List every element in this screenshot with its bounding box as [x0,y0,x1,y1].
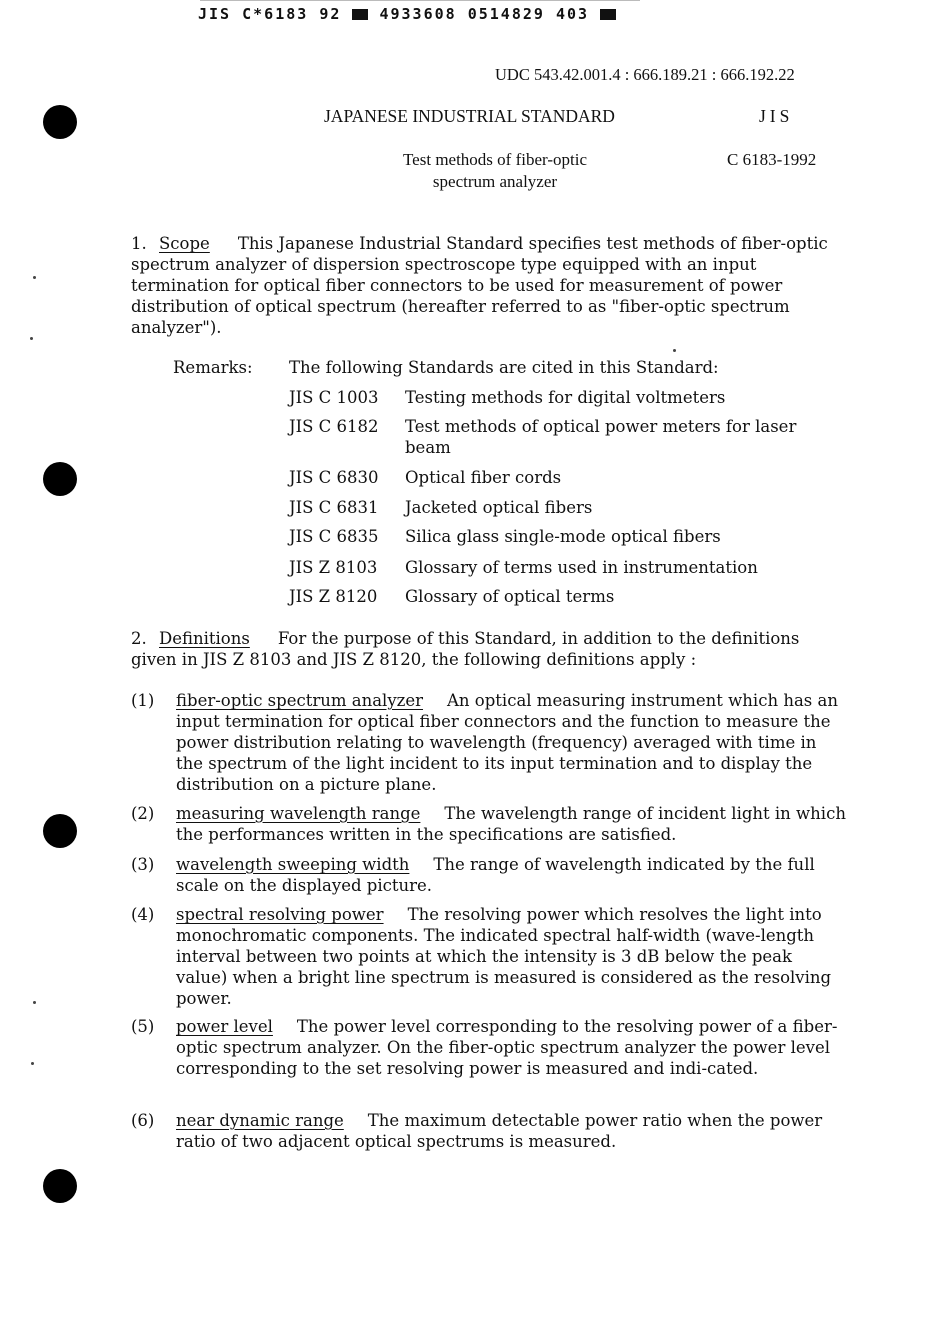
definition-item [131,1016,846,1079]
scope-text: This Japanese Industrial Standard specifies test methods of fiber-optic spectrum analyzer of dispersion spectroscope type equipped with an input termination for optical fiber connectors to be used for measurement of power distribution of optical spectrum (hereafter referred to as "fiber-optic spectrum analyzer"). [131,234,828,337]
scan-speck [33,1001,36,1004]
scan-top-rule [200,0,640,1]
scan-speck [31,1062,34,1065]
cited-standard-title: Testing methods for digital voltmeters [405,388,726,407]
punch-hole [43,105,77,139]
cited-standard-code: JIS C 6182 [289,417,379,436]
definition-item [131,854,846,896]
definition-text: The wavelength range of incident light in which the performances written in the specifications are satisfied. [176,804,846,844]
definition-term: power level [176,1017,273,1036]
definition-term: wavelength sweeping width [176,855,410,874]
code-part-2: 4933608 0514829 403 [379,5,590,23]
punch-hole [43,462,77,496]
document-title-line-2: spectrum analyzer [432,172,558,191]
punch-hole [43,1169,77,1203]
cited-standard-title: Glossary of terms used in instrumentation [405,558,758,577]
scope-section [131,233,846,338]
definitions-heading: Definitions [159,629,250,648]
definition-item [131,803,846,845]
document-title-line-1: Test methods of fiber-optic [402,150,587,169]
definition-text: The range of wavelength indicated by the full scale on the displayed picture. [176,855,815,895]
cited-standard-code: JIS Z 8103 [289,558,378,577]
definition-term: near dynamic range [176,1111,344,1130]
scope-number: 1. [131,234,147,253]
cited-standard-code: JIS Z 8120 [289,587,378,606]
definition-number: (2) [131,804,155,823]
definitions-section [131,628,846,670]
document-code-strip [198,4,616,25]
definition-text: The power level corresponding to the resolving power of a fiber-optic spectrum analyzer. On the fiber-optic spectrum analyzer the power level corresponding to the set resolving power is measured and indi-cated. [176,1017,838,1078]
cited-standard-code: JIS C 6835 [289,527,379,546]
cited-standard-code: JIS C 6830 [289,468,379,487]
cited-standard-title: Silica glass single-mode optical fibers [405,527,721,546]
definition-item [131,690,846,795]
cited-standard-code: JIS C 6831 [289,498,379,517]
remarks-label: Remarks: [173,358,253,377]
cited-standard-code: JIS C 1003 [289,388,379,407]
remarks-intro: The following Standards are cited in this Standard: [289,358,719,377]
document-title [360,149,630,193]
scan-speck [33,276,36,279]
definition-text: The maximum detectable power ratio when the power ratio of two adjacent optical spectrums is measured. [176,1111,823,1151]
definition-term: fiber-optic spectrum analyzer [176,691,424,710]
punch-hole [43,814,77,848]
definition-number: (4) [131,905,155,924]
scan-speck [673,349,676,352]
definition-number: (3) [131,855,155,874]
cited-standard-title: Jacketed optical fibers [405,498,593,517]
jis-mark: JIS [759,106,794,126]
cited-standard-title: Test methods of optical power meters for laser beam [405,417,797,457]
code-block-mark [600,9,616,20]
definition-item [131,904,846,1009]
definition-text: An optical measuring instrument which has an input termination for optical fiber connectors and the function to measure the power distribution relating to wavelength (frequency) averaged with time in the spectrum of the light incident to its input termination and to display the distribution on a picture plane. [176,691,838,794]
cited-standard-title: Glossary of optical terms [405,587,615,606]
definition-number: (6) [131,1111,155,1130]
document-number: C 6183-1992 [727,150,817,169]
definition-number: (5) [131,1017,155,1036]
standard-title: JAPANESE INDUSTRIAL STANDARD [324,106,615,126]
code-part-1: JIS C*6183 92 [198,5,342,23]
cited-standard-title: Optical fiber cords [405,468,562,487]
definitions-intro: For the purpose of this Standard, in addition to the definitions given in JIS Z 8103 and JIS Z 8120, the following definitions apply : [131,629,800,669]
definitions-number: 2. [131,629,147,648]
definition-item [131,1110,846,1152]
definition-number: (1) [131,691,155,710]
scope-heading: Scope [159,234,210,253]
scan-speck [30,337,33,340]
code-block-mark [352,9,368,20]
definition-text: The resolving power which resolves the light into monochromatic components. The indicated spectral half-width (wave-length interval between two points at which the intensity is 3 dB below the peak value) when a bright line spectrum is measured is considered as the resolving power. [176,905,832,1008]
udc-classification: UDC 543.42.001.4 : 666.189.21 : 666.192.22 [495,65,795,84]
definition-term: measuring wavelength range [176,804,421,823]
definition-term: spectral resolving power [176,905,384,924]
